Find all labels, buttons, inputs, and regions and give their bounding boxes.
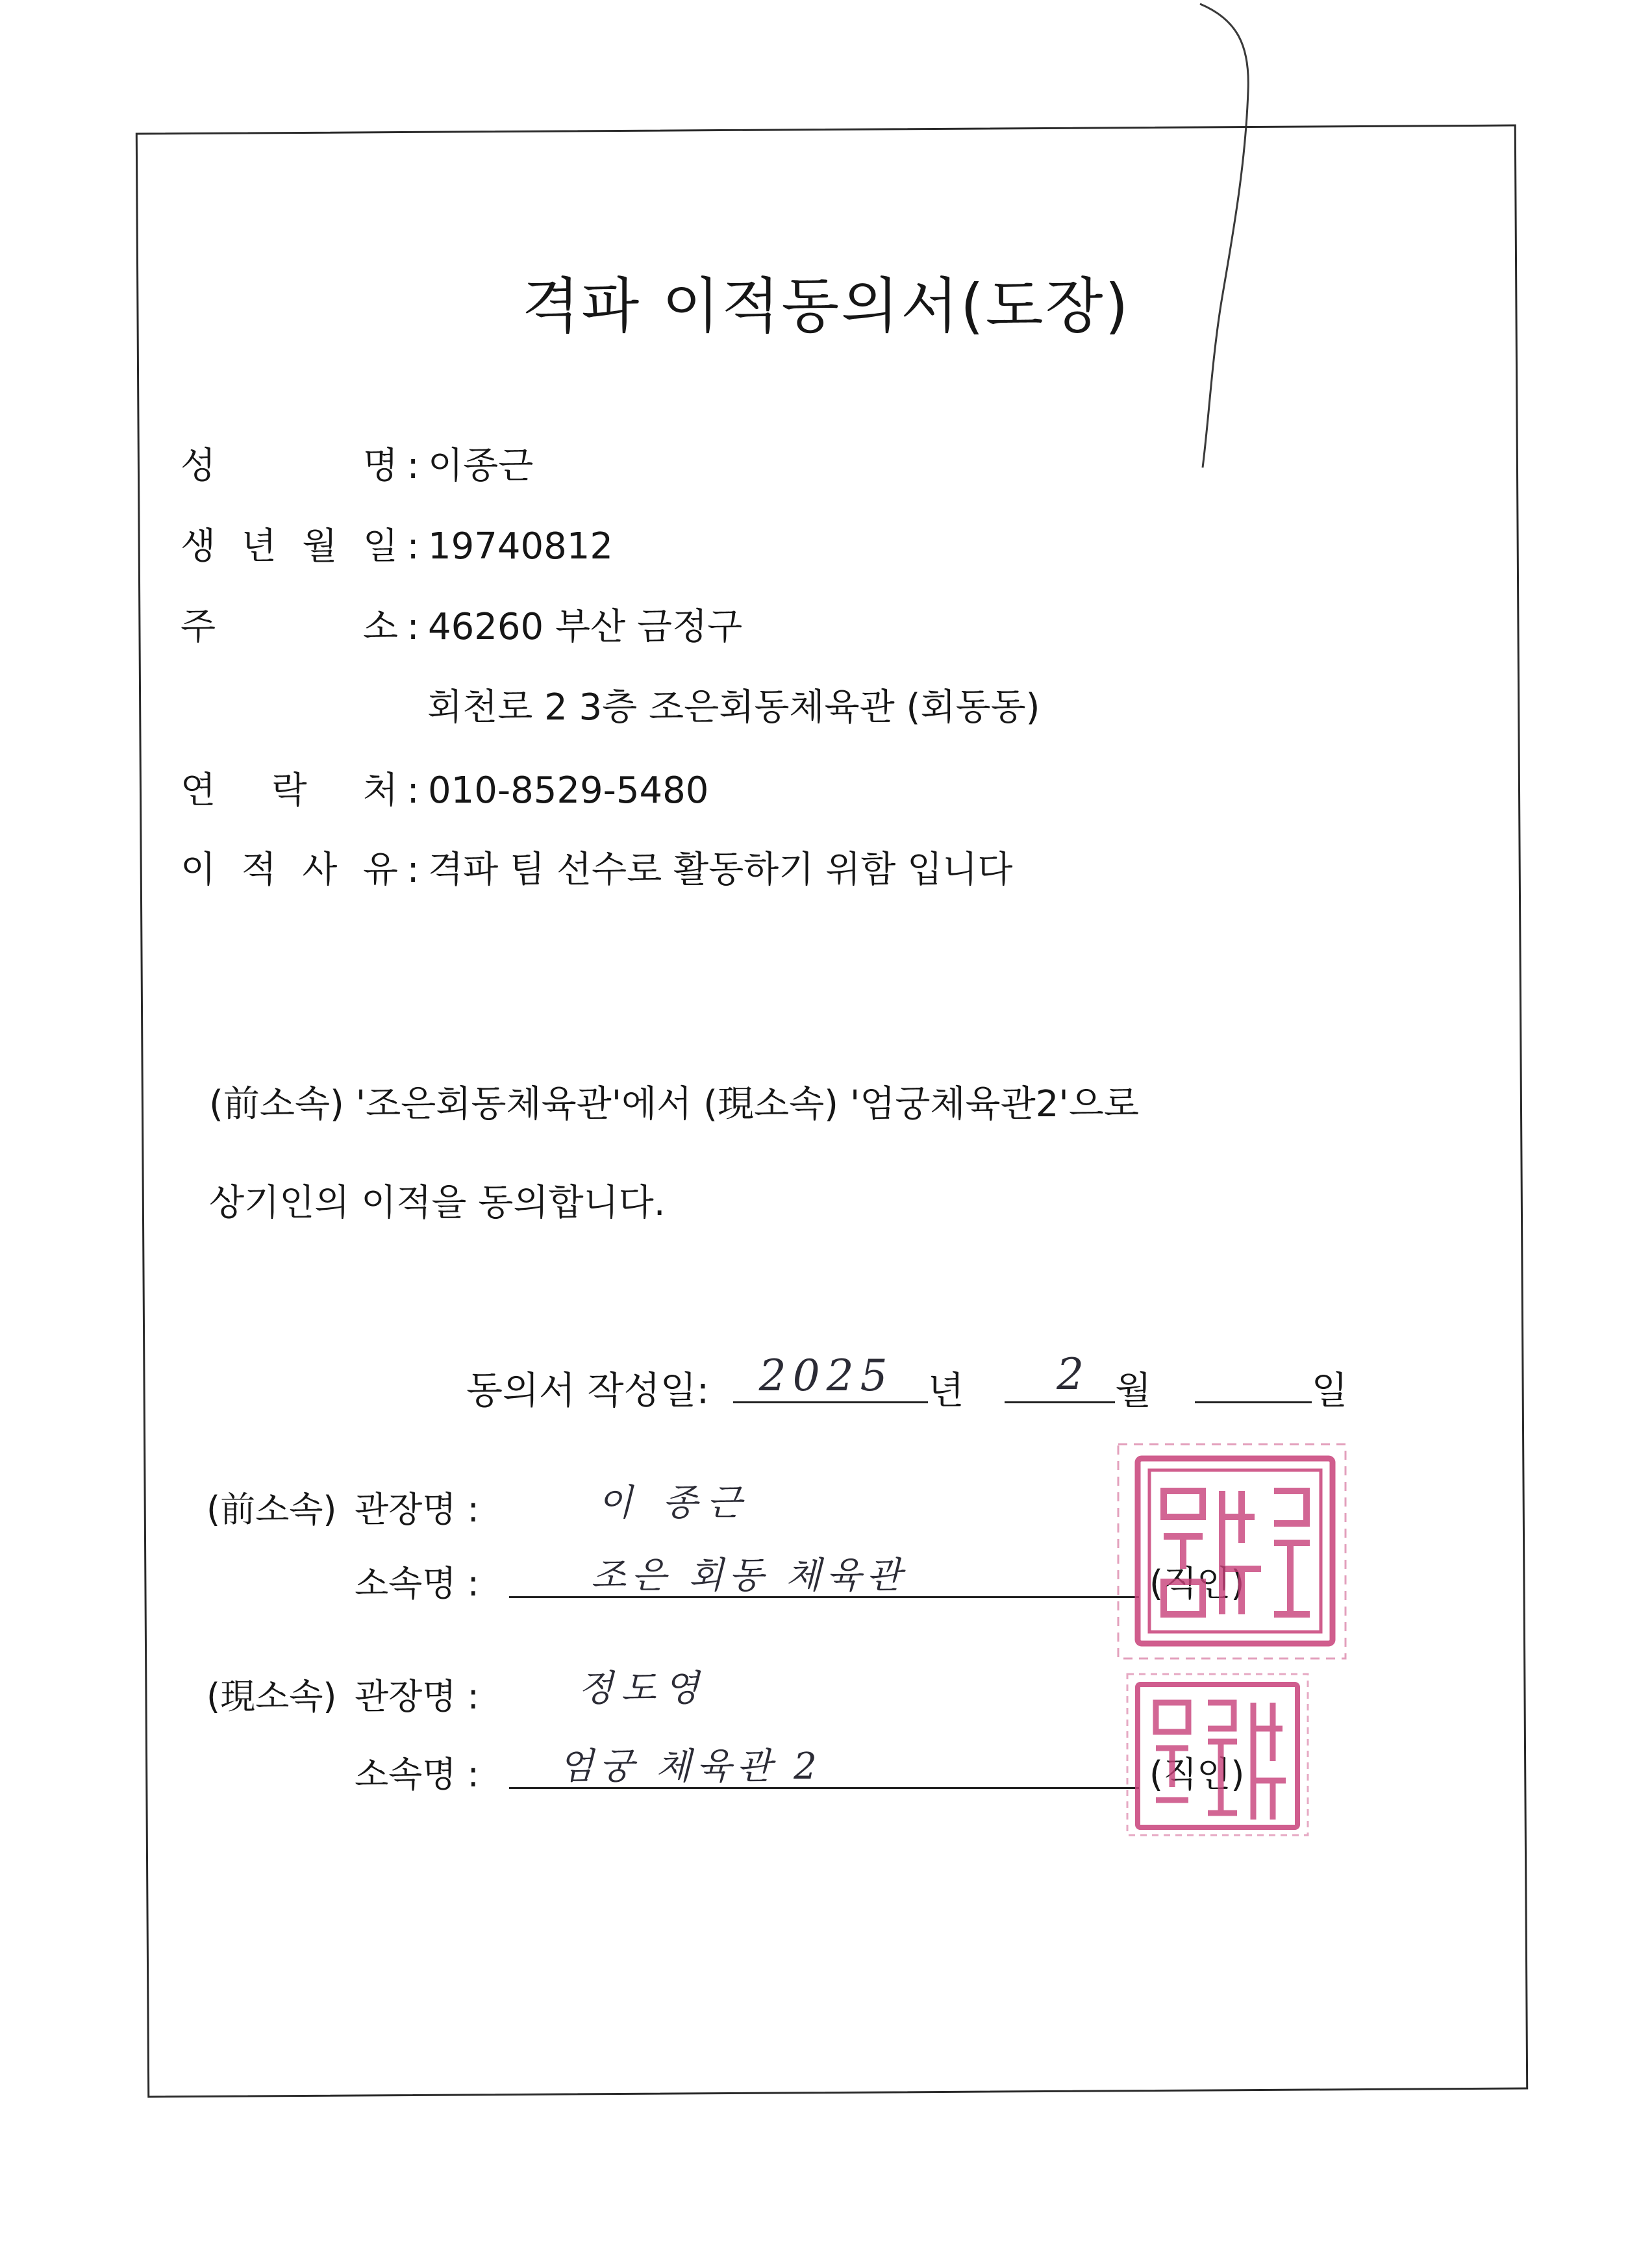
field-label: 주 소 [181,606,398,648]
previous-head-label: 관장명 : [355,1489,479,1530]
date-month-line [1005,1349,1115,1403]
field-value-address: 46260 부산 금정구 [428,606,743,648]
field-value-reason: 격파 팀 선수로 활동하기 위함 입니다 [428,849,1013,891]
current-head-handwritten: 정도영 [578,1668,707,1710]
field-address [181,606,743,648]
previous-tag: (前소속) [206,1489,337,1530]
field-value-address-line2: 회천로 2 3층 조은회동체육관 (회동동) [427,686,1040,729]
date-month-unit: 월 [1115,1368,1152,1412]
current-org-handwritten: 엄궁 체육관 2 [558,1746,822,1788]
current-org-label: 소속명 : [355,1754,479,1795]
date-year-handwritten: 2025 [758,1351,894,1401]
previous-org-handwritten: 조은 회동 체육관 [591,1555,907,1597]
field-colon: : [407,770,419,812]
field-label: 생 년 월 일 [181,525,398,568]
previous-org-label: 소속명 : [355,1563,479,1604]
date-year-unit: 년 [927,1368,964,1412]
date-day-unit: 일 [1311,1368,1348,1412]
field-birthdate [181,525,614,568]
current-seal-stamp [1123,1670,1312,1839]
date-month-handwritten: 2 [1057,1349,1084,1399]
date-day-line [1195,1362,1312,1403]
field-name [181,445,534,487]
field-colon: : [407,445,419,487]
field-value-name: 이종근 [428,445,534,487]
previous-head-handwritten: 이 종근 [597,1482,751,1524]
field-contact [181,770,709,812]
statement-line-1: (前소속) '조은회동체육관'에서 (現소속) '엄궁체육관2'으로 [209,1083,1139,1125]
page-title: 격파 이적동의서(도장) [521,271,1131,341]
current-tag: (現소속) [206,1676,337,1717]
date-label: 동의서 작성일: [466,1368,710,1412]
date-row [466,1349,1348,1414]
field-reason [181,849,1013,891]
field-colon: : [407,606,419,648]
field-value-birthdate: 19740812 [428,525,614,568]
previous-seal-stamp [1112,1439,1353,1666]
field-colon: : [407,849,419,891]
previous-seal-label: (직인) [1149,1563,1245,1604]
current-seal-label: (직인) [1149,1754,1245,1795]
field-label: 연 락 처 [181,770,398,812]
field-address-line2 [427,686,1040,729]
date-year-line [733,1351,928,1403]
current-head-label: 관장명 : [355,1676,479,1717]
field-label: 이 적 사 유 [181,849,398,891]
field-colon: : [407,525,419,568]
statement-line-2: 상기인의 이적을 동의합니다. [209,1182,666,1224]
field-value-contact: 010-8529-5480 [428,770,709,812]
field-label: 성 명 [181,445,398,487]
